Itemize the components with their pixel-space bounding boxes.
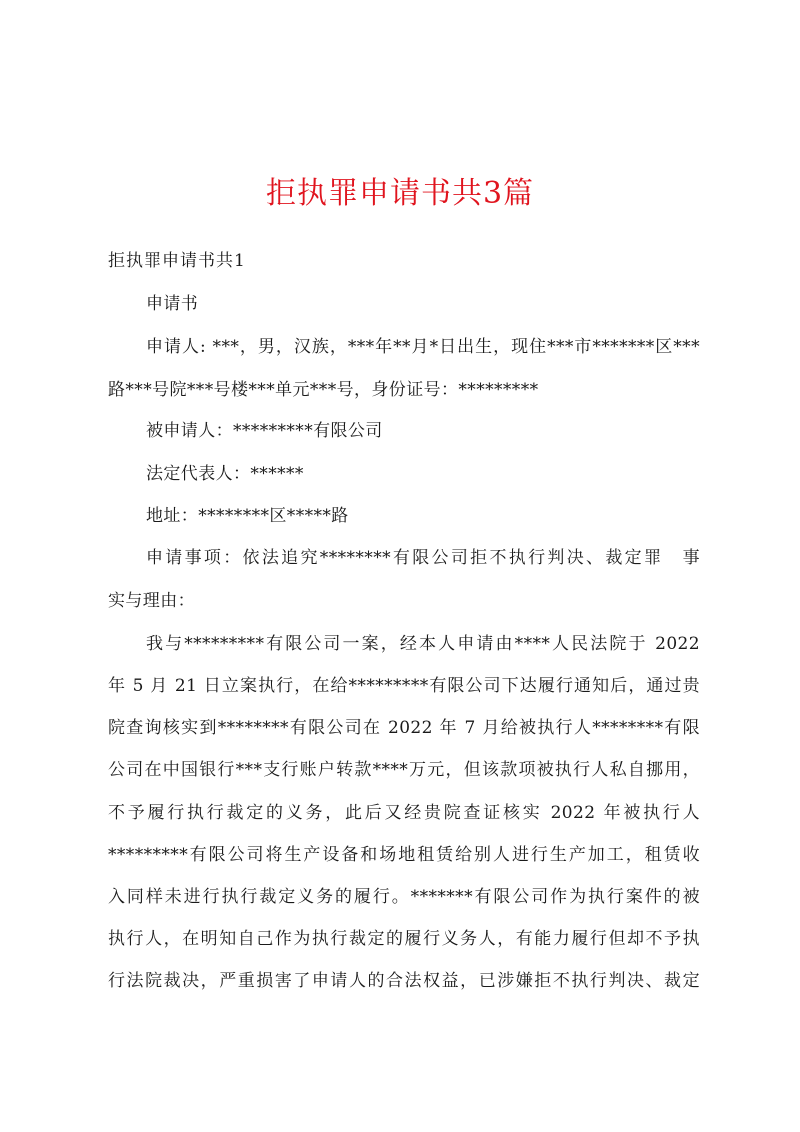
paragraph-line: 院查询核实到********有限公司在 2022 年 7 月给被执行人********有限 xyxy=(108,718,700,738)
paragraph-line: 不予履行执行裁定的义务，此后又经贵院查证核实 2022 年被执行人 xyxy=(108,803,700,823)
document-title: 拒执罪申请书共3篇 xyxy=(265,176,535,211)
paragraph-line: 我与*********有限公司一案，经本人申请由****人民法院于 2022 xyxy=(146,634,700,654)
paragraph-line: 执行人，在明知自己作为执行裁定的履行义务人，有能力履行但却不予执 xyxy=(108,929,700,949)
paragraph-line: 路***号院***号楼***单元***号，身份证号：********* xyxy=(108,380,539,400)
paragraph-line: 法定代表人：****** xyxy=(146,464,304,484)
paragraph-line: 地址：********区*****路 xyxy=(146,506,349,526)
paragraph-line: 公司在中国银行***支行账户转款****万元，但该款项被执行人私自挪用， xyxy=(108,760,700,780)
paragraph-line: 行法院裁决，严重损害了申请人的合法权益，已涉嫌拒不执行判决、裁定 xyxy=(108,971,700,991)
paragraph-line: *********有限公司将生产设备和场地租赁给别人进行生产加工，租赁收 xyxy=(108,845,700,865)
paragraph-line: 年 5 月 21 日立案执行，在给*********有限公司下达履行通知后，通过贵 xyxy=(108,676,700,696)
document-subtitle: 拒执罪申请书共1 xyxy=(108,251,246,271)
section-heading: 申请书 xyxy=(146,294,199,314)
paragraph-line: 被申请人：*********有限公司 xyxy=(146,421,383,441)
paragraph-line: 实与理由： xyxy=(108,591,195,611)
paragraph-line: 入同样未进行执行裁定义务的履行。*******有限公司作为执行案件的被 xyxy=(108,887,700,907)
paragraph-line: 申请人: ***，男，汉族，***年**月*日出生，现住***市*******区*** xyxy=(146,337,700,357)
paragraph-line: 申请事项：依法追究********有限公司拒不执行判决、裁定罪 事 xyxy=(146,548,700,568)
